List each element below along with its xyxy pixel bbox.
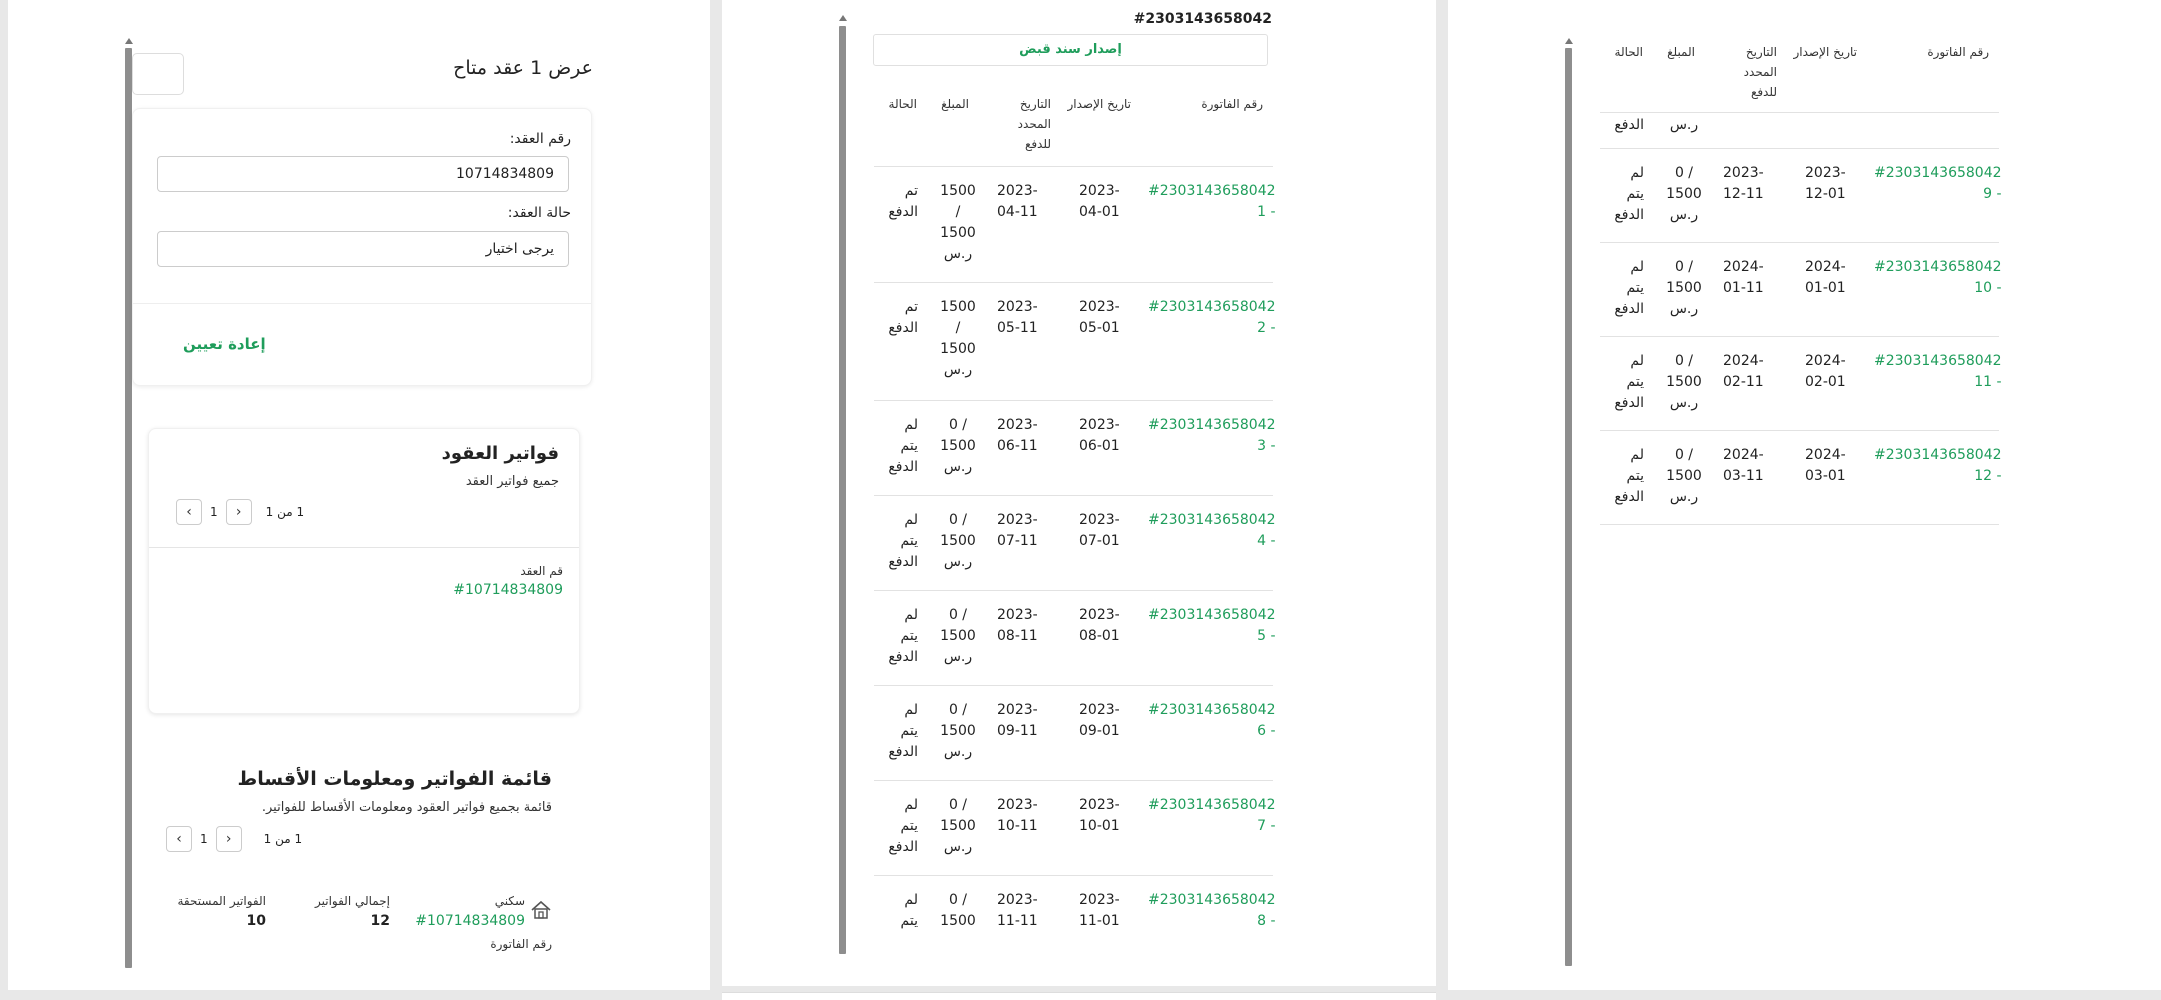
header-line: التاريخ	[1019, 97, 1051, 111]
amount	[1664, 163, 1704, 226]
payment-status	[878, 890, 918, 932]
cell-line: 10 -	[1974, 280, 2002, 296]
cell-line: 1 -	[1257, 204, 1276, 220]
divider	[133, 303, 591, 304]
cell-line: 3 -	[1257, 438, 1276, 454]
header-due-date[interactable]	[961, 94, 1051, 154]
table-row	[874, 875, 1276, 970]
due-invoices-label: الفواتير المستحقة	[177, 894, 266, 908]
due-date	[997, 700, 1038, 742]
table-row	[874, 495, 1276, 590]
cell-line: لم	[904, 512, 918, 528]
total-invoices-label: إجمالي الفواتير	[315, 894, 390, 908]
cell-line: الدفع	[1614, 301, 1644, 317]
scroll-up-arrow[interactable]	[839, 15, 847, 21]
cell-line: يتم	[900, 533, 918, 549]
cell-line: ر.س	[1669, 117, 1699, 133]
cell-line: لم	[904, 702, 918, 718]
total-invoices-value: 12	[370, 913, 390, 929]
cell-line: الدفع	[1614, 489, 1644, 505]
cell-line: الدفع	[888, 649, 918, 665]
cell-line: 0 /	[1674, 353, 1694, 369]
issue-date	[1079, 890, 1120, 932]
contract-reference: #2303143658042	[1133, 11, 1272, 27]
cell-line: 11-11	[997, 913, 1038, 929]
page-range: 1 من 1	[265, 505, 305, 519]
due-date	[997, 890, 1038, 932]
cell-line: /	[955, 204, 961, 220]
table-row	[874, 400, 1276, 495]
due-date	[1723, 163, 1764, 205]
cell-line: يتم	[900, 818, 918, 834]
cell-line: 2023-	[997, 512, 1038, 528]
invoice-details-panel	[722, 0, 1436, 986]
cell-line: 2 -	[1257, 320, 1276, 336]
reset-button[interactable]: إعادة تعيين	[183, 335, 266, 353]
cell-line: 07-01	[1079, 533, 1120, 549]
cell-line: 1500	[1666, 468, 1702, 484]
cell-line: 01-11	[1723, 280, 1764, 296]
invoice-number-link[interactable]	[1148, 510, 1276, 552]
contracts-filter-panel	[8, 0, 710, 990]
cell-line: ر.س	[1669, 301, 1699, 317]
contract-status-select[interactable]: يرجى اختيار	[157, 231, 569, 267]
housing-contract-link[interactable]: #10714834809	[415, 913, 525, 929]
header-issue-date[interactable]: تاريخ الإصدار	[1793, 45, 1857, 59]
cell-line: ر.س	[943, 362, 973, 378]
cell-line: 0 /	[948, 512, 968, 528]
issue-date	[1805, 163, 1846, 205]
cell-line: #2303143658042	[1148, 607, 1276, 623]
cell-line: 05-01	[1079, 320, 1120, 336]
issue-date	[1079, 795, 1120, 837]
installments-subtitle: قائمة بجميع فواتير العقود ومعلومات الأقساط للفواتير.	[261, 800, 552, 815]
payment-status	[878, 795, 918, 858]
cell-line: يتم	[1626, 280, 1644, 296]
cell-line: 08-01	[1079, 628, 1120, 644]
cell-line: 6 -	[1257, 723, 1276, 739]
invoice-number-link[interactable]	[1874, 257, 2002, 299]
due-date	[997, 795, 1038, 837]
cell-line: 10-01	[1079, 818, 1120, 834]
due-date	[1723, 257, 1764, 299]
cell-line: 0 /	[948, 797, 968, 813]
filter-toggle-button[interactable]	[132, 53, 184, 95]
cell-line: 2024-	[1805, 447, 1846, 463]
chevron-right-icon[interactable]: ›	[226, 499, 252, 525]
invoice-number-link[interactable]	[1148, 181, 1276, 223]
invoice-number-link[interactable]	[1148, 890, 1276, 932]
header-line: المحدد	[1017, 117, 1051, 131]
invoices-grid	[1600, 34, 2002, 934]
amount	[938, 510, 978, 573]
pagination	[166, 826, 302, 852]
cell-line: 2023-	[1079, 702, 1120, 718]
contract-number-label: رقم العقد:	[509, 131, 571, 147]
cell-line: لم	[1630, 353, 1644, 369]
table-row	[1600, 242, 2002, 336]
cell-line: 0 /	[1674, 447, 1694, 463]
payment-status	[1604, 115, 1644, 136]
cell-line: 1500	[940, 438, 976, 454]
cell-line: الدفع	[1614, 117, 1644, 133]
payment-status	[1604, 257, 1644, 320]
cell-line: الدفع	[888, 554, 918, 570]
cell-line: 8 -	[1257, 913, 1276, 929]
contract-status-label: حالة العقد:	[507, 205, 571, 221]
cell-line: يتم	[900, 438, 918, 454]
cell-line: لم	[904, 797, 918, 813]
amount	[1664, 351, 1704, 414]
cell-line: تم	[904, 183, 918, 199]
contract-number-input[interactable]: 10714834809	[157, 156, 569, 192]
invoice-number-link[interactable]	[1874, 163, 2002, 205]
cell-line: ر.س	[943, 744, 973, 760]
issue-date	[1079, 510, 1120, 552]
contract-number-link[interactable]: #10714834809	[453, 582, 563, 598]
cell-line: #2303143658042	[1874, 165, 2002, 181]
invoices-grid	[874, 86, 1276, 986]
cell-line: يتم	[1626, 186, 1644, 202]
cell-line: 7 -	[1257, 818, 1276, 834]
amount	[938, 297, 978, 381]
cell-line: 11-01	[1079, 913, 1120, 929]
cell-line: 2023-	[1079, 892, 1120, 908]
invoice-number-link[interactable]	[1148, 415, 1276, 457]
cell-line: ر.س	[943, 246, 973, 262]
header-issue-date[interactable]: تاريخ الإصدار	[1067, 97, 1131, 111]
cell-line: 4 -	[1257, 533, 1276, 549]
header-line: المحدد	[1743, 65, 1777, 79]
cell-line: لم	[904, 892, 918, 908]
amount	[938, 890, 978, 932]
scrollbar[interactable]	[125, 48, 132, 968]
invoice-number-link[interactable]	[1148, 795, 1276, 837]
invoice-number-link[interactable]	[1148, 605, 1276, 647]
cell-line: 0 /	[948, 702, 968, 718]
cell-line: 2024-	[1723, 447, 1764, 463]
payment-status	[878, 510, 918, 573]
cell-line: لم	[1630, 165, 1644, 181]
scrollbar[interactable]	[839, 26, 846, 954]
cell-line: 2023-	[1079, 299, 1120, 315]
cell-line: 09-11	[997, 723, 1038, 739]
issue-date	[1079, 415, 1120, 457]
cell-line: 2023-	[1079, 607, 1120, 623]
cell-line: 2024-	[1723, 259, 1764, 275]
cell-line: 12 -	[1974, 468, 2002, 484]
cell-line: 2023-	[1079, 797, 1120, 813]
cell-line: 0 /	[948, 607, 968, 623]
cell-line: 2023-	[997, 702, 1038, 718]
cell-line: #2303143658042	[1148, 183, 1276, 199]
cell-line: ر.س	[1669, 489, 1699, 505]
cell-line: 07-11	[997, 533, 1038, 549]
cell-line: #2303143658042	[1874, 259, 2002, 275]
header-line: للدفع	[1024, 137, 1051, 151]
amount	[938, 415, 978, 478]
cell-line: 1500	[940, 818, 976, 834]
cell-line: 2023-	[1723, 165, 1764, 181]
cell-line: 1500	[940, 341, 976, 357]
cell-line: ر.س	[943, 649, 973, 665]
table-row	[1600, 148, 2002, 242]
cell-line: ر.س	[943, 839, 973, 855]
cell-line: 04-11	[997, 204, 1038, 220]
page-title: عرض 1 عقد متاح	[453, 57, 593, 79]
cell-line: 0 /	[948, 417, 968, 433]
cell-line: الدفع	[1614, 207, 1644, 223]
chevron-right-icon[interactable]: ›	[216, 826, 242, 852]
payment-status	[878, 700, 918, 763]
cell-line: #2303143658042	[1874, 353, 2002, 369]
due-date	[997, 181, 1038, 223]
issue-receipt-button[interactable]: إصدار سند قبض	[873, 34, 1268, 66]
cell-line: #2303143658042	[1148, 299, 1276, 315]
cell-line: 1500	[940, 723, 976, 739]
due-date	[1723, 351, 1764, 393]
table-row	[874, 590, 1276, 685]
cell-line: #2303143658042	[1148, 797, 1276, 813]
cell-line: يتم	[1626, 468, 1644, 484]
cell-line: تم	[904, 299, 918, 315]
table-end-line	[1600, 524, 1999, 525]
cell-line: 05-11	[997, 320, 1038, 336]
cell-line: 2024-	[1805, 259, 1846, 275]
cell-line: ر.س	[943, 554, 973, 570]
scroll-up-arrow[interactable]	[125, 38, 133, 44]
cell-line: 2023-	[1079, 512, 1120, 528]
amount	[1664, 445, 1704, 508]
issue-date	[1805, 257, 1846, 299]
cell-line: 0 /	[948, 892, 968, 908]
header-status[interactable]: الحالة	[888, 97, 917, 111]
invoice-details-panel-continued	[1448, 0, 2161, 990]
cell-line: ر.س	[1669, 395, 1699, 411]
cell-line: 5 -	[1257, 628, 1276, 644]
issue-date	[1805, 351, 1846, 393]
cell-line: الدفع	[888, 459, 918, 475]
header-amount[interactable]: المبلغ	[941, 97, 969, 111]
amount	[1664, 115, 1704, 136]
home-icon	[530, 900, 552, 920]
cell-line: #2303143658042	[1148, 417, 1276, 433]
contract-number-label: قم العقد	[520, 564, 563, 578]
cell-line: الدفع	[888, 744, 918, 760]
cell-line: 2023-	[1079, 417, 1120, 433]
cell-line: يتم	[900, 723, 918, 739]
cell-line: 06-11	[997, 438, 1038, 454]
contract-invoices-card	[148, 428, 580, 714]
payment-status	[1604, 445, 1644, 508]
amount	[1664, 257, 1704, 320]
cell-line: 1500	[1666, 374, 1702, 390]
cell-line: 1500	[940, 533, 976, 549]
header-invoice-number[interactable]: رقم الفاتورة	[1927, 45, 1989, 59]
invoice-number-label: رقم الفاتورة	[490, 937, 552, 951]
cell-line: 1500	[940, 628, 976, 644]
divider	[149, 547, 579, 548]
issue-date	[1079, 605, 1120, 647]
header-invoice-number[interactable]: رقم الفاتورة	[1201, 97, 1263, 111]
cell-line: ر.س	[943, 459, 973, 475]
chevron-left-icon[interactable]: ‹	[166, 826, 192, 852]
cell-line: لم	[1630, 259, 1644, 275]
cell-line: 2023-	[997, 607, 1038, 623]
issue-date	[1079, 181, 1120, 223]
cell-line: 2023-	[997, 299, 1038, 315]
invoice-number-link[interactable]	[1874, 445, 2002, 487]
amount	[938, 700, 978, 763]
cell-line: /	[955, 320, 961, 336]
cell-line: #2303143658042	[1148, 892, 1276, 908]
cell-line: 06-01	[1079, 438, 1120, 454]
cell-line: الدفع	[888, 320, 918, 336]
cell-line: 2024-	[1805, 353, 1846, 369]
cell-line: 03-01	[1805, 468, 1846, 484]
payment-status	[1604, 351, 1644, 414]
cell-line: 12-11	[1723, 186, 1764, 202]
cell-line: الدفع	[888, 204, 918, 220]
payment-status	[1604, 163, 1644, 226]
issue-date	[1805, 445, 1846, 487]
cell-line: لم	[1630, 447, 1644, 463]
cell-line: يتم	[900, 913, 918, 929]
cell-line: 2023-	[997, 417, 1038, 433]
cell-line: #2303143658042	[1874, 447, 2002, 463]
cell-line: 04-01	[1079, 204, 1120, 220]
cell-line: #2303143658042	[1148, 702, 1276, 718]
cell-line: 1500	[1666, 186, 1702, 202]
due-date	[997, 297, 1038, 339]
cell-line: 2023-	[997, 892, 1038, 908]
table-row	[1600, 430, 2002, 524]
issue-date	[1079, 700, 1120, 742]
payment-status	[878, 181, 918, 223]
cell-line: 1500	[940, 299, 976, 315]
due-date	[1723, 445, 1764, 487]
cell-line: 2023-	[997, 183, 1038, 199]
cell-line: 12-01	[1805, 186, 1846, 202]
cell-line: الدفع	[888, 839, 918, 855]
invoice-number-link[interactable]	[1148, 297, 1276, 339]
cell-line: يتم	[900, 628, 918, 644]
cell-line: 1500	[940, 913, 976, 929]
cell-line: 02-01	[1805, 374, 1846, 390]
page-number: 1	[210, 505, 218, 519]
cell-line: 1500	[940, 183, 976, 199]
page-number: 1	[200, 832, 208, 846]
table-row	[1600, 112, 1999, 148]
cell-line: 2023-	[1079, 183, 1120, 199]
amount	[938, 605, 978, 668]
page-range: 1 من 1	[263, 832, 303, 846]
cell-line: الدفع	[1614, 395, 1644, 411]
cell-line: 2023-	[1805, 165, 1846, 181]
card-subtitle: جميع فواتير العقد	[465, 474, 559, 489]
cell-line: لم	[904, 417, 918, 433]
due-invoices-value: 10	[246, 913, 266, 929]
amount	[938, 181, 978, 265]
cell-line: 0 /	[1674, 259, 1694, 275]
payment-status	[878, 605, 918, 668]
cell-line: #2303143658042	[1148, 512, 1276, 528]
scrollbar[interactable]	[1565, 48, 1572, 966]
card-title: فواتير العقود	[441, 443, 559, 464]
invoice-number-link[interactable]	[1874, 351, 2002, 393]
cell-line: 03-11	[1723, 468, 1764, 484]
payment-status	[878, 297, 918, 339]
cell-line: لم	[904, 607, 918, 623]
cell-line: 02-11	[1723, 374, 1764, 390]
table-row	[874, 166, 1276, 282]
issue-date	[1079, 297, 1120, 339]
amount	[938, 795, 978, 858]
chevron-left-icon[interactable]: ‹	[176, 499, 202, 525]
due-date	[997, 415, 1038, 457]
cell-line: 9 -	[1983, 186, 2002, 202]
cell-line: 1500	[1666, 280, 1702, 296]
cell-line: 2023-	[997, 797, 1038, 813]
cell-line: 2024-	[1723, 353, 1764, 369]
cell-line: 10-11	[997, 818, 1038, 834]
cell-line: 0 /	[1674, 165, 1694, 181]
header-due-date[interactable]	[1687, 42, 1777, 102]
header-line: التاريخ	[1745, 45, 1777, 59]
table-row	[874, 282, 1276, 400]
cell-line: 11 -	[1974, 374, 2002, 390]
header-line: للدفع	[1750, 85, 1777, 99]
pagination	[176, 499, 304, 525]
installments-title: قائمة الفواتير ومعلومات الأقساط	[237, 768, 552, 790]
payment-status	[878, 415, 918, 478]
header-status[interactable]: الحالة	[1614, 45, 1643, 59]
table-row	[874, 685, 1276, 780]
table-row	[874, 780, 1276, 875]
cell-line: 1500	[940, 225, 976, 241]
cell-line: يتم	[1626, 374, 1644, 390]
due-date	[997, 605, 1038, 647]
cell-line: 01-01	[1805, 280, 1846, 296]
due-date	[997, 510, 1038, 552]
cell-line: 08-11	[997, 628, 1038, 644]
cell-line: 09-01	[1079, 723, 1120, 739]
housing-label: سكني	[494, 894, 525, 908]
invoice-number-link[interactable]	[1148, 700, 1276, 742]
cell-line: ر.س	[1669, 207, 1699, 223]
header-amount[interactable]: المبلغ	[1667, 45, 1695, 59]
panel-edge	[722, 992, 1436, 1000]
table-row	[1600, 336, 2002, 430]
filter-card	[132, 108, 592, 386]
